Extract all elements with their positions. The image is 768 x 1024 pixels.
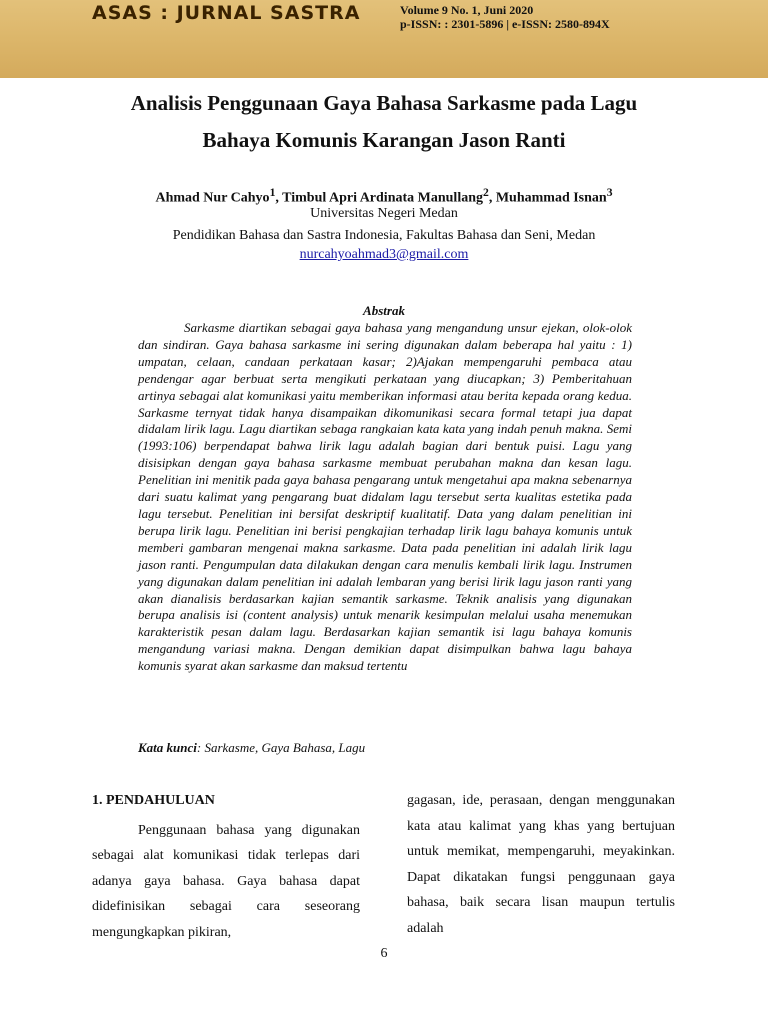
author-name: Timbul Apri Ardinata Manullang <box>282 190 483 206</box>
abstract-body <box>138 320 632 675</box>
keywords-label: Kata kunci <box>138 740 197 755</box>
affiliation-university: Universitas Negeri Medan <box>310 206 458 221</box>
page-number: 6 <box>380 946 388 961</box>
paper-title-line-1: Analisis Penggunaan Gaya Bahasa Sarkasme pada Lagu <box>130 91 638 115</box>
affiliation-department: Pendidikan Bahasa dan Sastra Indonesia, Fakultas Bahasa dan Seni, Medan <box>172 228 596 243</box>
body-column-left <box>92 788 360 945</box>
journal-header-banner <box>0 0 768 78</box>
author-name: Muhammad Isnan <box>495 190 607 206</box>
body-paragraph-left: Penggunaan bahasa yang digunakan sebagai alat komunikasi tidak terlepas dari adanya gaya bahasa. Gaya bahasa dapat didefinisikan sebagai cara seseorang mengungkapkan pikiran, <box>92 822 360 940</box>
author-superscript: 1 <box>269 186 276 199</box>
author-superscript: 3 <box>606 186 613 199</box>
journal-name: ASAS : JURNAL SASTRA <box>92 2 361 24</box>
author-superscript: 2 <box>483 186 489 199</box>
author-name: Ahmad Nur Cahyo <box>155 190 270 206</box>
author-list: Ahmad Nur Cahyo$^1$, Timbul Apri Ardinata Manullang$^2$, Muhammad Isnan$^3$ <box>155 186 613 206</box>
journal-issue-info <box>400 3 610 31</box>
section-heading: 1. PENDAHULUAN <box>92 793 215 808</box>
journal-issn: p-ISSN: : 2301-5896 | e-ISSN: 2580-894X <box>400 17 610 31</box>
journal-volume: Volume 9 No. 1, Juni 2020 <box>400 3 534 17</box>
keywords-values: : Sarkasme, Gaya Bahasa, Lagu <box>196 740 366 755</box>
keywords-line <box>138 740 632 756</box>
paper-title-line-2: Bahaya Komunis Karangan Jason Ranti <box>202 128 566 152</box>
author-email-link[interactable]: nurcahyoahmad3@gmail.com <box>299 247 469 262</box>
abstract-text: Sarkasme diartikan sebagai gaya bahasa yang mengandung unsur ejekan, olok-olok dan sindiran. Gaya bahasa sarkasme ini sering digunakan dalam beberapa hal yaitu : 1) umpatan, celaan, candaan perkataan kasar; 2)Ajakan mempengaruhi pembaca atau pendengar agar berbuat serta mengikuti perkataan yang diucapkan; 3) Pemberitahuan artinya sebagai alat komunikasi yaitu memberikan informasi atau berita kepada orang kedua. Sarkasme ternyat tidak hanya disampaikan dikomunikasi secara formal tetapi jua dapat didalam lirik lagu. Lagu diartikan sebaga rangkaian kata kata yang indah penuh makna. Semi (1993:106) berpendapat bahwa lirik lagu adalah bagian dari bentuk puisi. Lagu yang disisipkan dengan gaya bahasa sarkasme membuat perubahan makna dan kesan lagu. Penelitian ini menitik pada gaya bahasa pengarang untuk mengetahui apa makna sebenarnya dari suatu kalimat yang pengarang buat didalam lagu tersebut serta kualitas estetika pada lagu tersebut. Penelitian ini bersifat deskriptif kualitatif. Data yang dalam penelitian ini berupa lirik lagu. Penelitian ini berisi pengkajian terhadap lirik lagu bahaya komunis untuk memberi gambaran mengenai makna sarkasme. Data pada penelitian ini adalah lirik lagu jason ranti. Pengumpulan data dilakukan dengan cara menulis kembali lirik lagu. Instrumen yang digunakan dalam penelitian ini adalah lembaran yang berisi lirik lagu jason ranti yang akan dianalisis berdasarkan kajian semantik sarkasme. Teknik analisis yang digunakan berupa analisis isi (content analysis) untuk menarik kesimpulan melalui usaha menemukan karakteristik pesan dalam lagu. Berdasarkan kajian semantik isi lagu bahaya komunis mengandung variasi makna. Dengan demikian dapat disimpulkan bahwa lagu bahaya komunis syarat akan sarkasme dan maksud tertentu <box>138 320 632 674</box>
abstract-heading: Abstrak <box>363 303 405 318</box>
body-column-right <box>407 788 675 941</box>
body-paragraph-right: gagasan, ide, perasaan, dengan menggunakan kata atau kalimat yang khas yang bertujuan untuk memikat, mempengaruhi, meyakinkan. Dapat dikatakan fungsi penggunaan gaya bahasa, baik secara lisan maupun tertulis adalah <box>407 793 675 936</box>
